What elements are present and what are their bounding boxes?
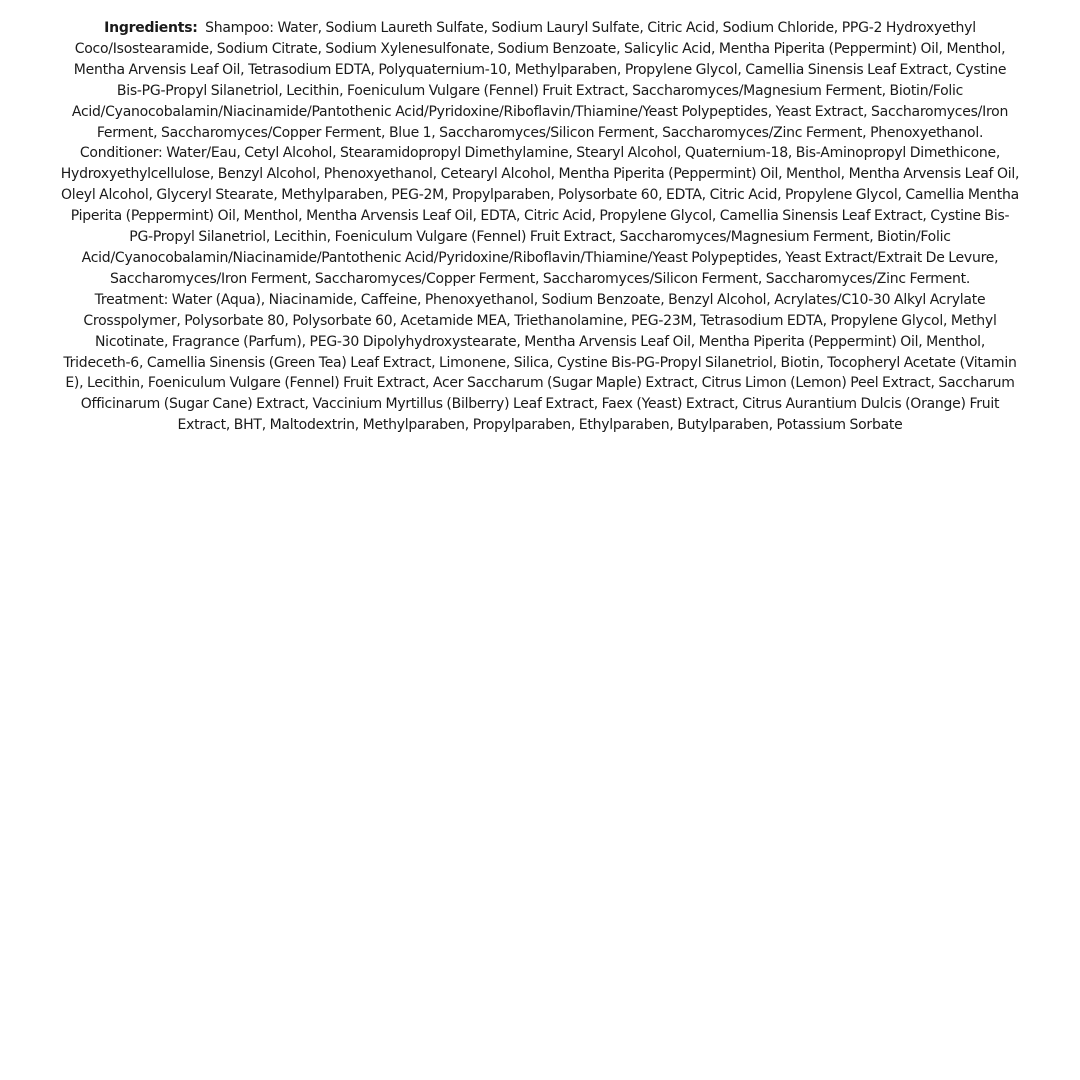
- shampoo-ingredients-text: Shampoo: Water, Sodium Laureth Sulfate, Sodium Lauryl Sulfate, Citric Acid, Sodium Chloride, PPG-2 Hydroxyethyl Coco/Isostearamide, Sodium Citrate, Sodium Xylenesulfonate, Sodium Benzoate, Salicylic Acid, Mentha Piperita (Peppermint) Oil, Menthol, Mentha Arvensis Leaf Oil, Tetrasodium EDTA, Polyquaternium-10, Methylparaben, Propylene Glycol, Camellia Sinensis Leaf Extract, Cystine Bis-PG-Propyl Silanetriol, Lecithin, Foeniculum Vulgare (Fennel) Fruit Extract, Saccharomyces/Magnesium Ferment, Biotin/Folic Acid/Cyanocobalamin/Niacinamide/Pantothenic Acid/Pyridoxine/Riboflavin/Thiamine/Yeast Polypeptides, Yeast Extract, Saccharomyces/Iron Ferment, Saccharomyces/Copper Ferment, Blue 1, Saccharomyces/Silicon Ferment, Saccharomyces/Zinc Ferment, Phenoxyethanol.: [71, 20, 1009, 141]
- shampoo-ingredients-paragraph: [60, 18, 1020, 143]
- treatment-ingredients-text: Treatment: Water (Aqua), Niacinamide, Caffeine, Phenoxyethanol, Sodium Benzoate, Benzyl Alcohol, Acrylates/C10-30 Alkyl Acrylate Crosspolymer, Polysorbate 80, Polysorbate 60, Acetamide MEA, Triethanolamine, PEG-23M, Tetrasodium EDTA, Propylene Glycol, Methyl Nicotinate, Fragrance (Parfum), PEG-30 Dipolyhydroxystearate, Mentha Arvensis Leaf Oil, Mentha Piperita (Peppermint) Oil, Menthol, Trideceth-6, Camellia Sinensis (Green Tea) Leaf Extract, Limonene, Silica, Cystine Bis-PG-Propyl Silanetriol, Biotin, Tocopheryl Acetate (Vitamin E), Lecithin, Foeniculum Vulgare (Fennel) Fruit Extract, Acer Saccharum (Sugar Maple) Extract, Citrus Limon (Lemon) Peel Extract, Saccharum Officinarum (Sugar Cane) Extract, Vaccinium Myrtillus (Bilberry) Leaf Extract, Faex (Yeast) Extract, Citrus Aurantium Dulcis (Orange) Fruit Extract, BHT, Maltodextrin, Methylparaben, Propylparaben, Ethylparaben, Butylparaben, Potassium Sorbate: [63, 291, 1017, 434]
- conditioner-ingredients-text: Conditioner: Water/Eau, Cetyl Alcohol, Stearamidopropyl Dimethylamine, Stearyl Alcohol, Quaternium-18, Bis-Aminopropyl Dimethicone, Hydroxyethylcellulose, Benzyl Alcohol, Phenoxyethanol, Cetearyl Alcohol, Mentha Piperita (Peppermint) Oil, Menthol, Mentha Arvensis Leaf Oil, Oleyl Alcohol, Glyceryl Stearate, Methylparaben, PEG-2M, Propylparaben, Polysorbate 60, EDTA, Citric Acid, Propylene Glycol, Camellia Mentha Piperita (Peppermint) Oil, Menthol, Mentha Arvensis Leaf Oil, EDTA, Citric Acid, Propylene Glycol, Camellia Sinensis Leaf Extract, Cystine Bis-PG-Propyl Silanetriol, Lecithin, Foeniculum Vulgare (Fennel) Fruit Extract, Saccharomyces/Magnesium Ferment, Biotin/Folic Acid/Cyanocobalamin/Niacinamide/Pantothenic Acid/Pyridoxine/Riboflavin/Thiamine/Yeast Polypeptides, Yeast Extract/Extrait De Levure, Saccharomyces/Iron Ferment, Saccharomyces/Copper Ferment, Saccharomyces/Silicon Ferment, Saccharomyces/Zinc Ferment.: [60, 145, 1020, 287]
- ingredients-heading: Ingredients:: [104, 20, 198, 36]
